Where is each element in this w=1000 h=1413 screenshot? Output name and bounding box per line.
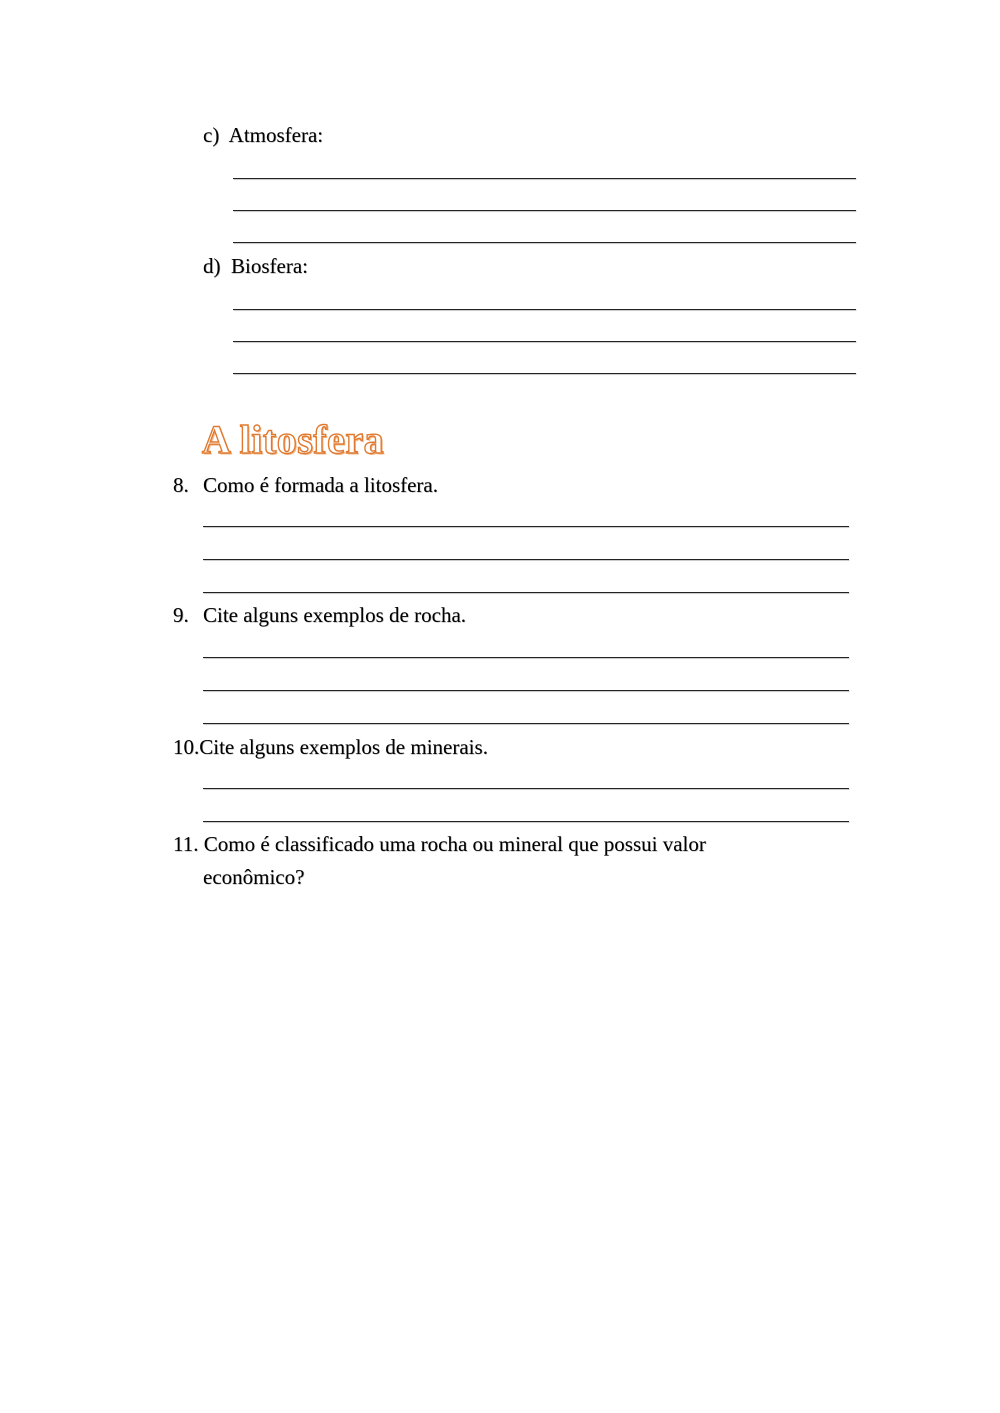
- question-9-number: 9.: [173, 603, 189, 627]
- answer-line[interactable]: [203, 788, 849, 789]
- question-8-number: 8.: [173, 473, 189, 497]
- item-d-marker: d): [203, 254, 221, 278]
- answer-line[interactable]: [233, 373, 856, 374]
- answer-line[interactable]: [203, 592, 849, 593]
- question-10-number: 10.: [173, 735, 200, 759]
- item-c: [203, 123, 323, 147]
- question-9-text: Cite alguns exemplos de rocha.: [203, 603, 467, 627]
- answer-line[interactable]: [233, 178, 856, 179]
- answer-line[interactable]: [233, 210, 856, 211]
- answer-line[interactable]: [203, 690, 849, 691]
- answer-line[interactable]: [233, 242, 856, 243]
- question-8-text: Como é formada a litosfera.: [203, 473, 438, 497]
- answer-line[interactable]: [203, 723, 849, 724]
- answer-line[interactable]: [203, 559, 849, 560]
- answer-line[interactable]: [233, 341, 856, 342]
- question-8: [173, 473, 438, 497]
- answer-line[interactable]: [203, 657, 849, 658]
- answer-line[interactable]: [203, 821, 849, 822]
- item-c-label: Atmosfera:: [228, 123, 324, 147]
- question-10: [173, 735, 488, 759]
- answer-line[interactable]: [203, 526, 849, 527]
- question-10-text: Cite alguns exemplos de minerais.: [199, 735, 488, 759]
- question-11-text: Como é classificado uma rocha ou mineral que possui valor: [203, 832, 706, 856]
- question-11: [173, 832, 706, 856]
- answer-line[interactable]: [233, 309, 856, 310]
- question-9: [173, 603, 466, 627]
- item-d-label: Biosfera:: [231, 254, 308, 278]
- item-c-marker: c): [203, 123, 220, 147]
- section-title: A litosfera: [202, 417, 385, 462]
- item-d: [203, 254, 308, 278]
- question-11-number: 11.: [173, 832, 199, 856]
- question-11-continuation: econômico?: [203, 865, 305, 889]
